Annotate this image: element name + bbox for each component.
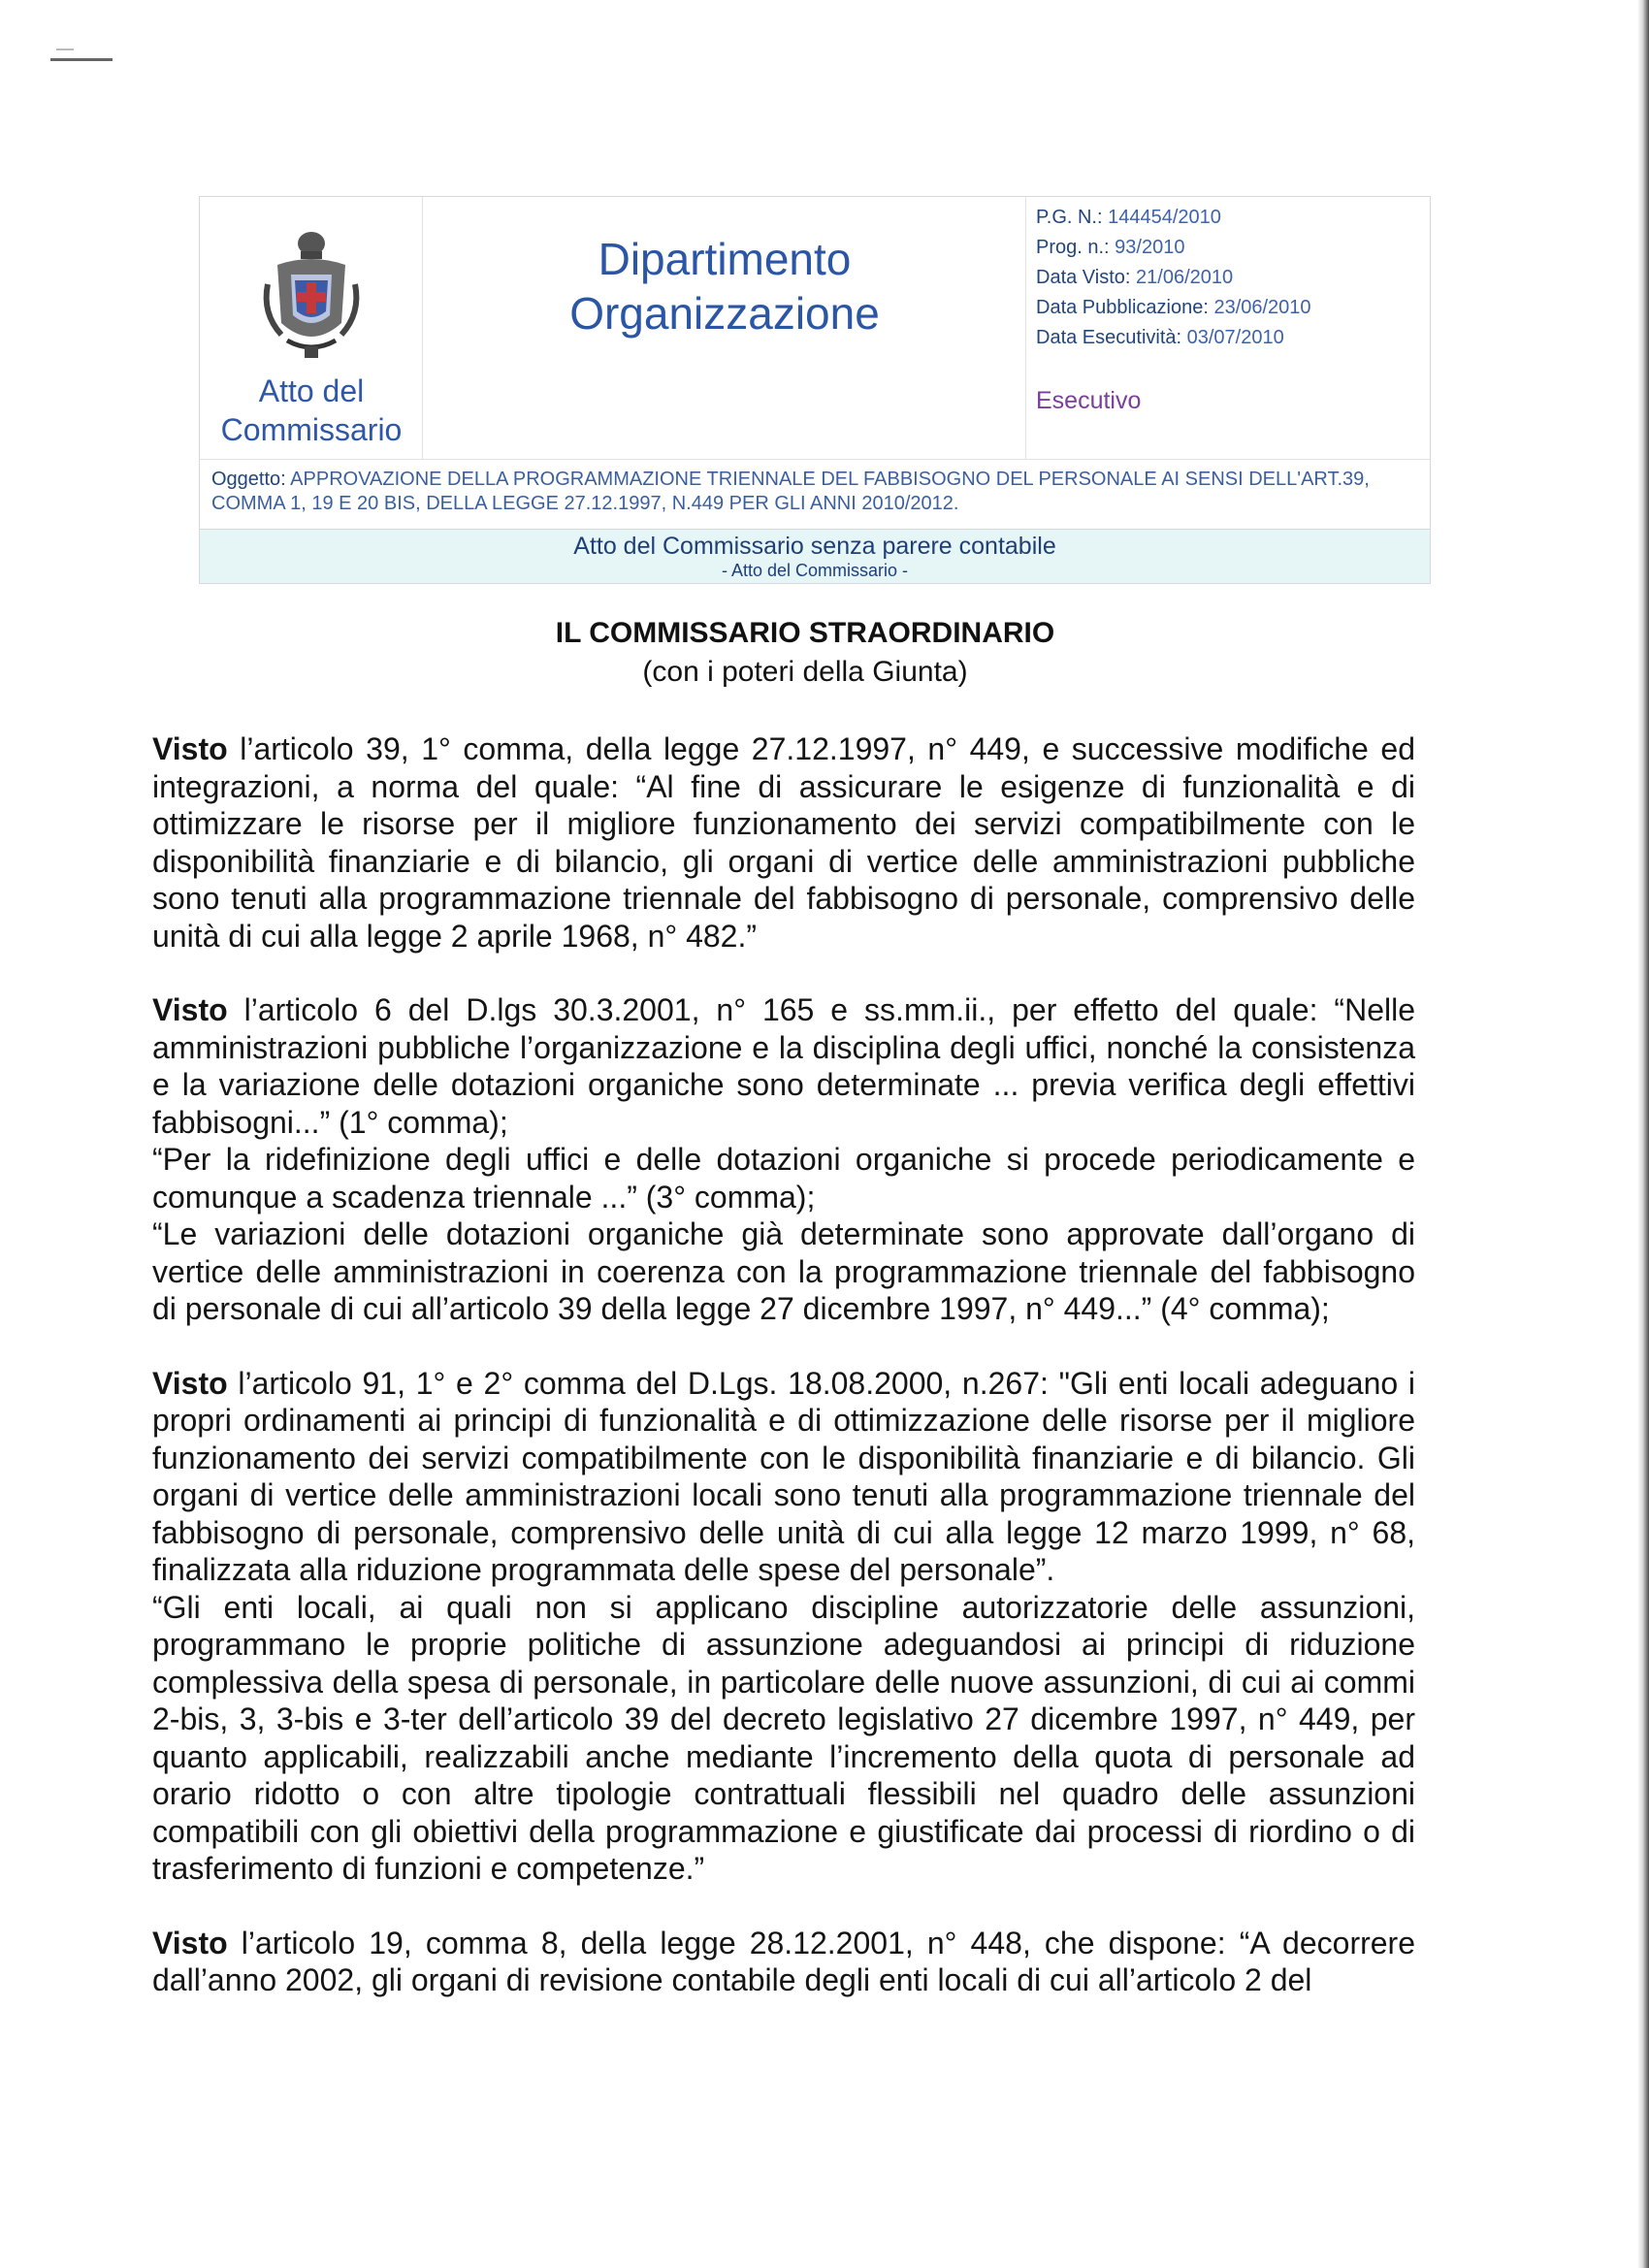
paragraph-body: l’articolo 19, comma 8, della legge 28.12.2001, n° 448, che dispone: “A decorrere dall’anno 2002, gli organi di revisione contabile degli enti locali di cui all’articolo 2 del <box>152 1925 1415 1997</box>
document-title: IL COMMISSARIO STRAORDINARIO <box>555 617 1055 649</box>
meta-value: 23/06/2010 <box>1213 297 1311 318</box>
scan-mark <box>50 58 113 61</box>
paragraph-lead: Visto <box>152 1925 228 1960</box>
paragraph-body: l’articolo 6 del D.lgs 30.3.2001, n° 165 e ss.mm.ii., per effetto del quale: “Nelle amministrazioni pubbliche l’organizzazione e la disciplina degli uffici, nonché la consistenza e la variazione delle dotazioni organiche sono determinate ... previa verifica degli effettivi fabbisogni...” (1° comma); <box>152 992 1415 1140</box>
paragraph-continuation: “Per la ridefinizione degli uffici e delle dotazioni organiche si procede periodicamente e comunque a scadenza triennale ...” (3° comma); <box>152 1142 1415 1215</box>
meta-label: Data Esecutività: <box>1036 327 1187 348</box>
meta-label: Data Visto: <box>1036 267 1137 288</box>
paragraph-lead: Visto <box>152 1365 228 1401</box>
paragraph-body: l’articolo 39, 1° comma, della legge 27.12.1997, n° 449, e successive modifiche ed integrazioni, a norma del quale: “Al fine di assicurare le esigenze di funzionalità e di ottimizzare le risorse per il migliore funzionamento dei servizi compatibilmente con le disponibilità finanziarie e di bilancio, gli organi di vertice delle amministrazioni pubbliche sono tenuti alla programmazione triennale del fabbisogno di personale, comprensivo delle unità di cui alla legge 2 aprile 1968, n° 482.” <box>152 731 1415 954</box>
paragraph-text <box>152 1925 1415 1999</box>
department-title-line1: Dipartimento <box>598 234 852 284</box>
document-header-table <box>199 196 1431 584</box>
logo-cell <box>200 197 423 459</box>
paragraph-text <box>152 991 1415 1141</box>
paragraph <box>152 1925 1415 1999</box>
meta-label: P.G. N.: <box>1036 207 1109 228</box>
meta-date-publication <box>1036 293 1424 323</box>
status-label: Esecutivo <box>1036 387 1142 414</box>
meta-value: 03/07/2010 <box>1186 327 1284 348</box>
paragraph <box>152 1365 1415 1888</box>
paragraph <box>152 730 1415 955</box>
scan-edge-shadow <box>1637 0 1649 2268</box>
metadata-cell <box>1026 197 1432 459</box>
subject <box>211 468 1414 516</box>
document-body <box>152 730 1415 2036</box>
meta-protocol-number <box>1036 203 1424 233</box>
meta-value: 144454/2010 <box>1108 207 1221 228</box>
meta-label: Prog. n.: <box>1036 237 1116 258</box>
logo-caption-line2: Commissario <box>220 412 403 447</box>
meta-value: 21/06/2010 <box>1136 267 1234 288</box>
logo-caption-line1: Atto del <box>258 373 365 408</box>
paragraph-lead: Visto <box>152 731 228 766</box>
subject-cell <box>200 459 1430 529</box>
subject-text: APPROVAZIONE DELLA PROGRAMMAZIONE TRIENNALE DEL FABBISOGNO DEL PERSONALE AI SENSI DELL'ART.39, COMMA 1, 19 E 20 BIS, DELLA LEGGE 27.12.1997, N.449 PER GLI ANNI 2010/2012. <box>211 469 1370 514</box>
notice-cell <box>200 529 1430 583</box>
department-cell <box>423 197 1026 459</box>
notice-title: Atto del Commissario senza parere contabile <box>573 533 1056 560</box>
notice-subtitle: - Atto del Commissario - <box>721 561 909 580</box>
department-title <box>423 232 1026 340</box>
logo-caption <box>200 372 423 449</box>
department-title-line2: Organizzazione <box>569 288 880 339</box>
paragraph-text <box>152 1365 1415 1589</box>
paragraph-continuation: “Le variazioni delle dotazioni organiche già determinate sono approvate dall’organo di vertice delle amministrazioni in coerenza con la programmazione triennale del fabbisogno di personale di cui all’articolo 39 della legge 27 dicembre 1997, n° 449...” (4° comma); <box>152 1216 1415 1326</box>
paragraph-body: l’articolo 91, 1° e 2° comma del D.Lgs. 18.08.2000, n.267: "Gli enti locali adeguano i propri ordinamenti ai principi di funzionalità e di ottimizzazione delle risorse per il migliore funzionamento dei servizi compatibilmente con le disponibilità finanziarie e di bilancio. Gli organi di vertice delle amministrazioni locali sono tenuti alla programmazione triennale del fabbisogno di personale, comprensivo delle unità di cui alla legge 12 marzo 1999, n° 68, finalizzata alla riduzione programmata delle spese del personale”. <box>152 1365 1415 1587</box>
document-subtitle: (con i poteri della Giunta) <box>642 656 968 688</box>
meta-progressive-number <box>1036 233 1424 263</box>
meta-date-executive <box>1036 323 1424 353</box>
metadata-list <box>1036 203 1424 353</box>
paragraph-lead: Visto <box>152 992 228 1027</box>
subject-label: Oggetto: <box>211 469 291 490</box>
paragraph-continuation: “Gli enti locali, ai quali non si applicano discipline autorizzatorie delle assunzioni, programmano le proprie politiche di assunzione adeguandosi ai principi di riduzione complessiva della spesa di personale, in particolare delle nuove assunzioni, di cui ai commi 2-bis, 3, 3-bis e 3-ter dell’articolo 39 del decreto legislativo 27 dicembre 1997, n° 449, per quanto applicabili, realizzabili anche mediante l’incremento della quota di personale ad orario ridotto o con altre tipologie contrattuali flessibili nel quadro delle assunzioni compatibili con gli obiettivi della programmazione e giustificate dai processi di riordino o di trasferimento di funzioni e competenze.” <box>152 1589 1415 1886</box>
meta-date-visto <box>1036 263 1424 293</box>
paragraph-text <box>152 730 1415 955</box>
paragraph <box>152 991 1415 1328</box>
meta-label: Data Pubblicazione: <box>1036 297 1214 318</box>
meta-value: 93/2010 <box>1115 237 1185 258</box>
coat-of-arms-icon <box>258 226 365 362</box>
